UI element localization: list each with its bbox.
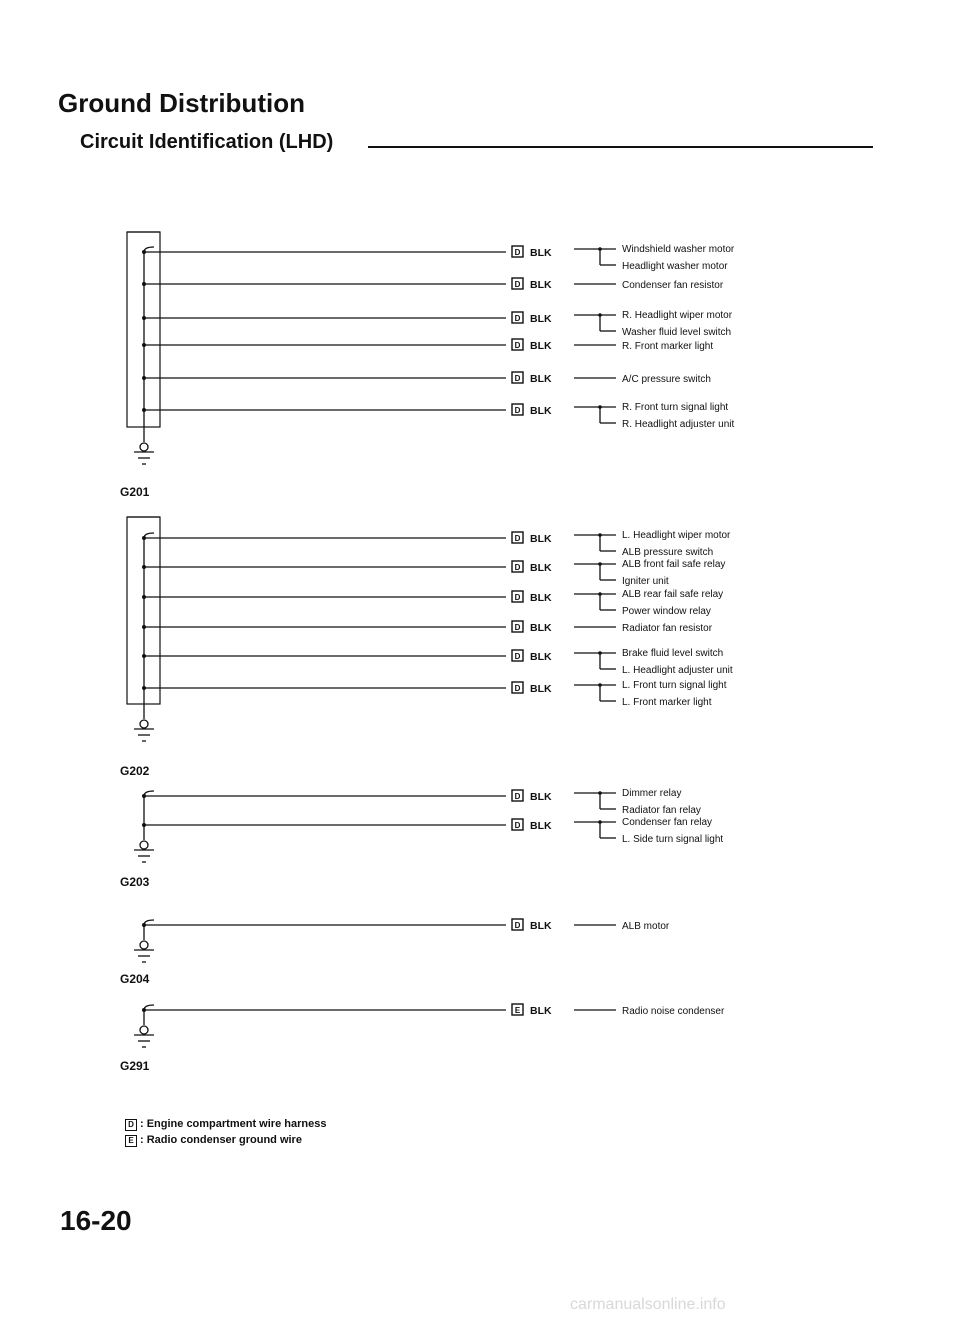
connector-code-letter: D (514, 684, 521, 693)
component-label: R. Front turn signal light (622, 402, 729, 413)
legend-item-d (125, 1118, 326, 1131)
ground-label: G201 (120, 485, 150, 499)
component-label: R. Headlight wiper motor (622, 310, 733, 321)
component-label: L. Front turn signal light (622, 680, 727, 691)
wire-g201-1 (142, 244, 735, 272)
component-label: A/C pressure switch (622, 374, 711, 385)
wire-g203-2 (142, 817, 723, 845)
wire-g201-6 (142, 402, 735, 430)
wire-color-label: BLK (530, 592, 552, 604)
component-label: Washer fluid level switch (622, 327, 732, 338)
wire-g201-4 (142, 339, 713, 352)
connector-code-letter: D (514, 652, 521, 661)
component-label: Radiator fan relay (622, 805, 701, 816)
connector-code-letter: D (514, 341, 521, 350)
wire-color-label: BLK (530, 533, 552, 545)
connector-code-letter: D (514, 314, 521, 323)
wire-color-label: BLK (530, 279, 552, 291)
component-label: L. Side turn signal light (622, 834, 724, 845)
wire-color-label: BLK (530, 340, 552, 352)
connector-code-letter: D (514, 792, 521, 801)
watermark: carmanualsonline.info (570, 1296, 726, 1313)
component-label: L. Headlight wiper motor (622, 530, 731, 541)
component-label: R. Headlight adjuster unit (622, 419, 735, 430)
ground-terminal-icon (140, 443, 148, 451)
ground-terminal-icon (140, 1026, 148, 1034)
component-label: Power window relay (622, 606, 711, 617)
ground-label: G202 (120, 764, 150, 778)
wire-g202-4 (142, 621, 713, 634)
connector-code-letter: D (514, 280, 521, 289)
wire-color-label: BLK (530, 920, 552, 932)
wire-g202-3 (142, 589, 723, 617)
connector-code-letter: D (514, 821, 521, 830)
ground-group-g203 (120, 788, 723, 889)
connector-code-letter: D (514, 593, 521, 602)
component-label: Condenser fan resistor (622, 280, 724, 291)
wire-color-label: BLK (530, 1005, 552, 1017)
connector-code-letter: D (514, 563, 521, 572)
wire-g291-1 (142, 1004, 725, 1017)
ground-group-g291 (120, 1004, 725, 1073)
component-label: Radiator fan resistor (622, 623, 713, 634)
connector-code-letter: E (514, 1006, 521, 1015)
ground-terminal-icon (140, 841, 148, 849)
ground-group-g202 (120, 517, 733, 778)
component-label: L. Headlight adjuster unit (622, 665, 733, 676)
wire-color-label: BLK (530, 651, 552, 663)
ground-label: G203 (120, 875, 150, 889)
component-label: Igniter unit (622, 576, 669, 587)
component-label: Brake fluid level switch (622, 648, 724, 659)
component-label: Condenser fan relay (622, 817, 713, 828)
section-subtitle: Circuit Identification (LHD) (80, 131, 334, 153)
component-label: Dimmer relay (622, 788, 682, 799)
wire-g201-2 (142, 278, 724, 291)
connector-code-letter: D (514, 406, 521, 415)
component-label: ALB pressure switch (622, 547, 714, 558)
component-label: Windshield washer motor (622, 244, 735, 255)
ground-label: G291 (120, 1059, 150, 1073)
page-number: 16-20 (60, 1205, 132, 1236)
wire-color-label: BLK (530, 683, 552, 695)
component-label: ALB motor (622, 921, 670, 932)
wire-color-label: BLK (530, 820, 552, 832)
component-label: R. Front marker light (622, 341, 714, 352)
wire-color-label: BLK (530, 373, 552, 385)
legend-item-e (125, 1134, 302, 1147)
wire-g202-6 (142, 680, 727, 708)
component-label: Radio noise condenser (622, 1006, 725, 1017)
ground-terminal-icon (140, 720, 148, 728)
component-label: ALB front fail safe relay (622, 559, 726, 570)
wire-g202-1 (142, 530, 731, 558)
wire-color-label: BLK (530, 791, 552, 803)
legend-text: : Engine compartment wire harness (140, 1118, 327, 1130)
ground-label: G204 (120, 972, 150, 986)
connector-code-letter: D (514, 534, 521, 543)
ground-group-g201 (120, 232, 735, 499)
wire-color-label: BLK (530, 313, 552, 325)
page-title: Ground Distribution (58, 88, 305, 118)
connector-code-icon: D (125, 1119, 137, 1131)
component-label: L. Front marker light (622, 697, 712, 708)
wire-g202-5 (142, 648, 733, 676)
connector-code-letter: D (514, 248, 521, 257)
connector-code-icon: E (125, 1135, 137, 1147)
wire-g201-5 (142, 372, 711, 385)
ground-group-g204 (120, 919, 670, 986)
wire-g203-1 (142, 788, 701, 816)
wire-color-label: BLK (530, 405, 552, 417)
wire-color-label: BLK (530, 622, 552, 634)
ground-terminal-icon (140, 941, 148, 949)
component-label: Headlight washer motor (622, 261, 728, 272)
wire-g202-2 (142, 559, 725, 587)
connector-code-letter: D (514, 921, 521, 930)
wire-g204-1 (142, 919, 670, 932)
wire-color-label: BLK (530, 562, 552, 574)
component-label: ALB rear fail safe relay (622, 589, 724, 600)
connector-code-letter: D (514, 374, 521, 383)
wire-g201-3 (142, 310, 733, 338)
connector-code-letter: D (514, 623, 521, 632)
wire-color-label: BLK (530, 247, 552, 259)
legend-text: : Radio condenser ground wire (140, 1134, 302, 1146)
